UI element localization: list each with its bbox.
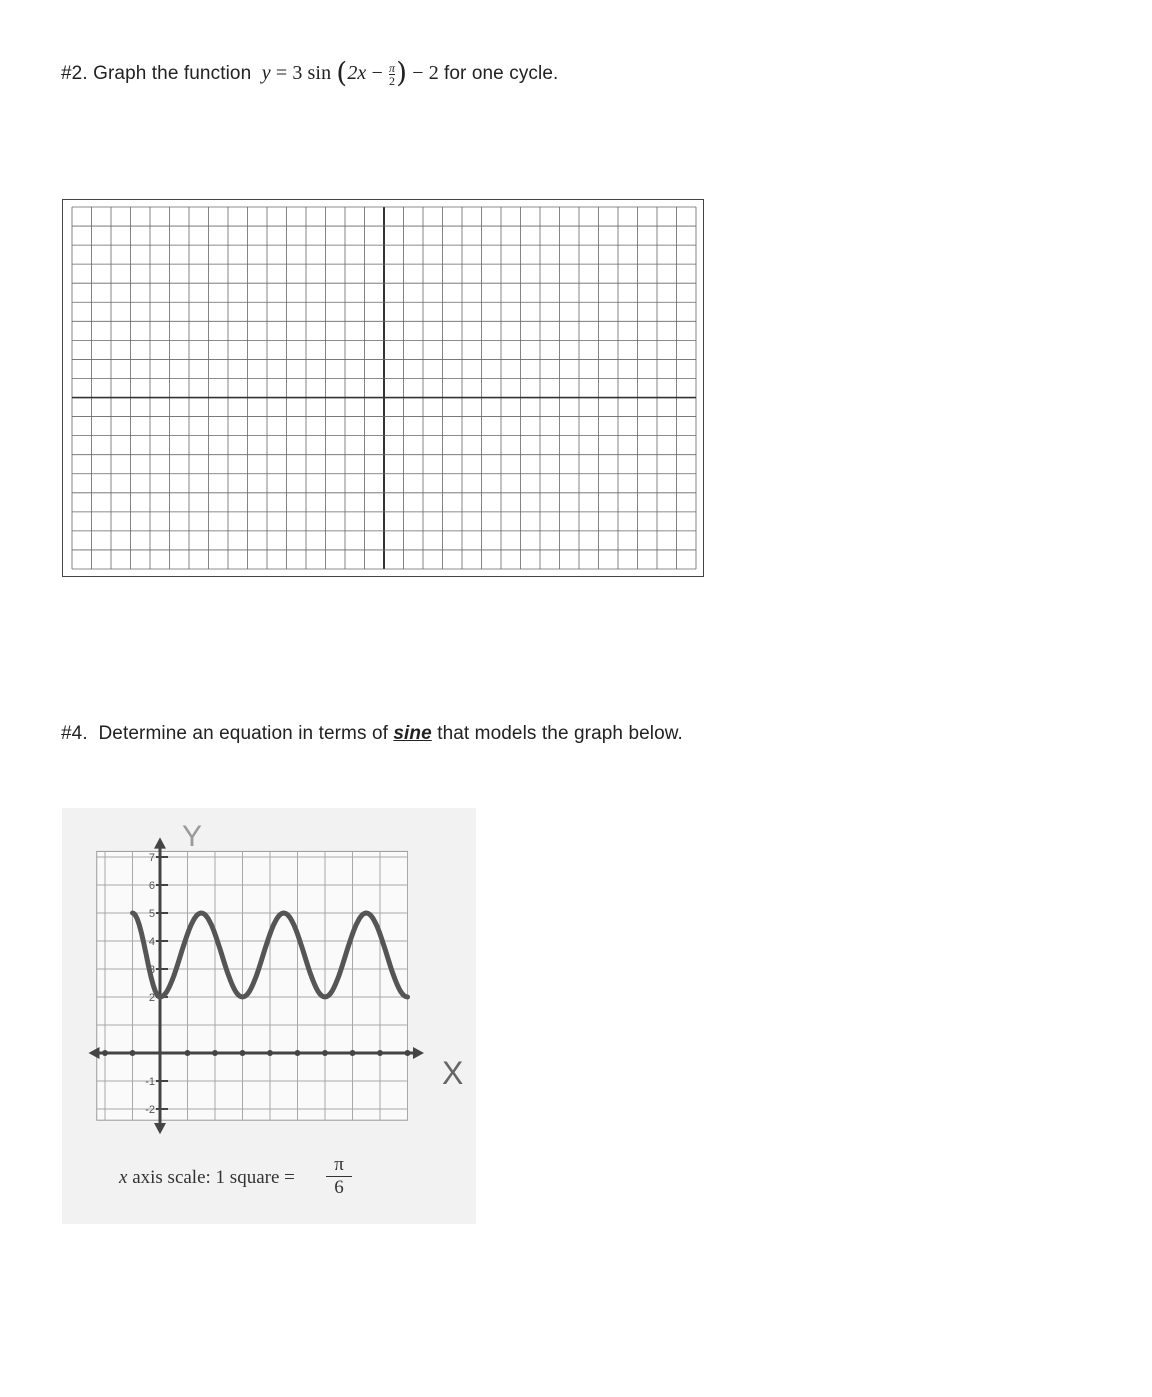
question-2-trail: for one cycle. (443, 63, 559, 84)
question-4-text-after: that models the graph below. (437, 723, 683, 744)
scale-numerator: π (334, 1154, 344, 1175)
sine-graph-chart (62, 808, 476, 1224)
y-tick-label: 3 (148, 964, 155, 976)
x-axis-tick (322, 1050, 328, 1056)
x-axis-tick (295, 1050, 301, 1056)
question-4-text-before: Determine an equation in terms of (98, 723, 388, 744)
x-axis-arrow-left (89, 1047, 100, 1059)
y-tick-label: 7 (148, 852, 155, 864)
y-tick-label: -1 (145, 1076, 155, 1088)
sine-emphasis: sine (393, 723, 432, 744)
x-axis-scale-label: x axis scale: 1 square = (119, 1167, 295, 1188)
x-axis-tick (240, 1050, 246, 1056)
blank-graph-grid[interactable] (62, 199, 704, 577)
pi-over-two-fraction: $\frac{\pi}{2}$ (389, 60, 396, 88)
x-axis-tick (130, 1050, 136, 1056)
y-axis-arrow-down (154, 1123, 166, 1134)
y-axis-arrow-up (154, 837, 166, 848)
x-axis-arrow-right (413, 1047, 424, 1059)
x-axis-tick (102, 1050, 108, 1056)
x-axis-tick (267, 1050, 273, 1056)
x-axis-tick (405, 1050, 411, 1056)
question-2-number: #2. (61, 63, 88, 84)
question-2 (61, 56, 558, 89)
y-tick-label: 5 (148, 908, 155, 920)
x-axis-tick (212, 1050, 218, 1056)
x-axis-hand-label (440, 1058, 470, 1093)
scale-denominator: 6 (326, 1176, 352, 1199)
x-axis-tick (377, 1050, 383, 1056)
question-2-lead: Graph the function (93, 63, 252, 84)
scale-fraction (326, 1154, 352, 1199)
y-tick-label: 6 (148, 880, 155, 892)
y-tick-label: 2 (148, 992, 155, 1004)
x-axis-tick (185, 1050, 191, 1056)
function-equation: y = 3 sin (2x − $\frac{\pi}{2}$ ) − 2 (261, 56, 439, 89)
y-axis-hand-label: Y (182, 820, 203, 853)
y-tick-label: -2 (145, 1104, 155, 1116)
sine-graph-photo (62, 808, 476, 1224)
question-4 (61, 723, 683, 745)
x-axis-tick (350, 1050, 356, 1056)
y-tick-label: 4 (148, 936, 155, 948)
svg-text:X: X (442, 1058, 464, 1088)
question-4-number: #4. (61, 723, 88, 744)
